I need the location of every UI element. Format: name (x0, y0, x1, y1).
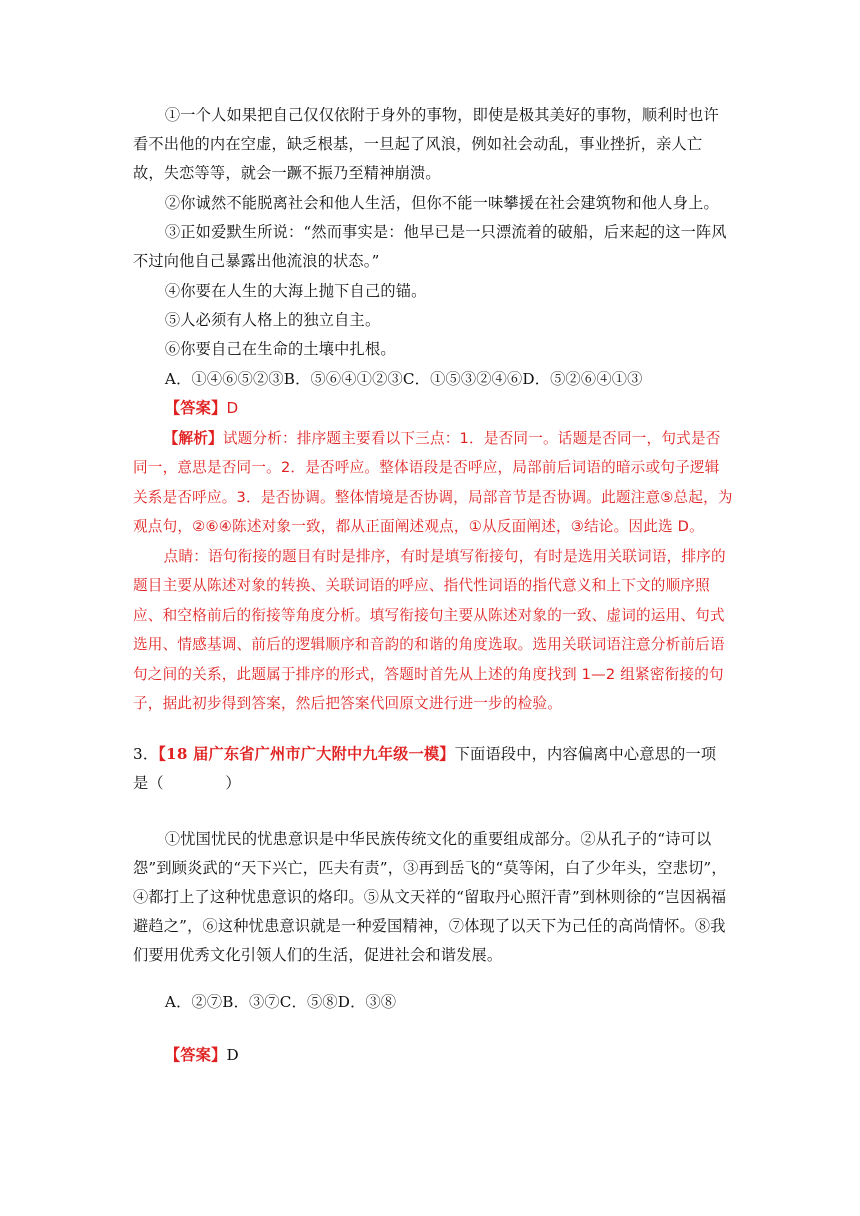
q2-sentence-4: ④你要在人生的大海上抛下自己的锚。 (164, 282, 427, 300)
q3-answer-label: 【答案】 (164, 1046, 227, 1064)
q3-number: 3． (133, 745, 159, 763)
q2-tip: 点睛：语句衔接的题目有时是排序，有时是填写衔接句，有时是选用关联词语，排序的题目主要从陈述对象的转换、关联词语的呼应、指代性词语的指代意义和上下文的顺序照应、和空格前后的衔接等角度分析。填写衔接句主要从陈述对象的一致、虚词的运用、句式选用、情感基调、前后的逻辑顺序和音韵的和谐的角度选取。选用关联词语注意分析前后语句之间的关系，此题属于排序的形式，答题时首先从上述的角度找到 1—2 组紧密衔接的句子，据此初步得到答案，然后把答案代回原文进行进一步的检验。 (133, 548, 726, 713)
q2-sentence-5: ⑤人必须有人格上的独立自主。 (164, 311, 381, 329)
q3-stem-2: 是（ ） (133, 774, 241, 792)
q3-source: 【18 届广东省广州市广大附中九年级一模】 (158, 745, 455, 763)
q2-answer-label: 【答案】 (164, 399, 227, 417)
q3-passage: ①忧国忧民的忧患意识是中华民族传统文化的重要组成部分。②从孔子的“诗可以怨”到顾炎武的“天下兴亡，匹夫有责”，③再到岳飞的“莫等闲，白了少年头，空悲切”，④都打上了这种忧患意识的烙印。⑤从文天祥的“留取丹心照汗青”到林则徐的“岂因祸福避趋之”，⑥这种忧患意识就是一种爱国精神，⑦体现了以天下为己任的高尚情怀。⑧我们要用优秀文化引领人们的生活，促进社会和谐发展。 (133, 830, 727, 964)
q3-options: A．②⑦B．③⑦C．⑤⑧D．③⑧ (164, 993, 397, 1011)
q2-sentence-1: ①一个人如果把自己仅仅依附于身外的事物，即使是极其美好的事物，顺利时也许看不出他的内在空虚，缺乏根基，一旦起了风浪，例如社会动乱，事业挫折，亲人亡故，失恋等等，就会一蹶不振乃至精神崩溃。 (133, 106, 719, 182)
q2-sentence-6: ⑥你要自己在生命的土壤中扎根。 (164, 340, 396, 358)
q2-options: A．①④⑥⑤②③B．⑤⑥④①②③C．①⑤③②④⑥D．⑤②⑥④①③ (164, 370, 643, 388)
q2-sentence-2: ②你诚然不能脱离社会和他人生活，但你不能一味攀援在社会建筑物和他人身上。 (164, 194, 719, 212)
q3-heading (133, 740, 733, 769)
q2-answer-value: D (226, 399, 239, 417)
q3-answer (133, 1041, 733, 1070)
q3-stem-1: 下面语段中，内容偏离中心意思的一项 (454, 745, 717, 763)
q2-analysis (133, 424, 733, 542)
q2-analysis-text: 试题分析：排序题主要看以下三点：1．是否同一。话题是否同一，句式是否同一，意思是否同一。2．是否呼应。整体语段是否呼应，局部前后词语的暗示或句子逻辑关系是否呼应。3．是否协调。整体情境是否协调，局部音节是否协调。此题注意⑤总起，为观点句，②⑥④陈述对象一致，都从正面阐述观点，①从反面阐述，③结论。因此选 D。 (133, 430, 733, 536)
q2-answer (133, 394, 733, 423)
q2-analysis-label: 【解析】 (163, 430, 223, 447)
q3-answer-value: D (226, 1046, 239, 1064)
q2-sentence-3: ③正如爱默生所说：“然而事实是：他早已是一只漂流着的破船，后来起的这一阵风不过向他自己暴露出他流浪的状态。” (133, 223, 727, 270)
